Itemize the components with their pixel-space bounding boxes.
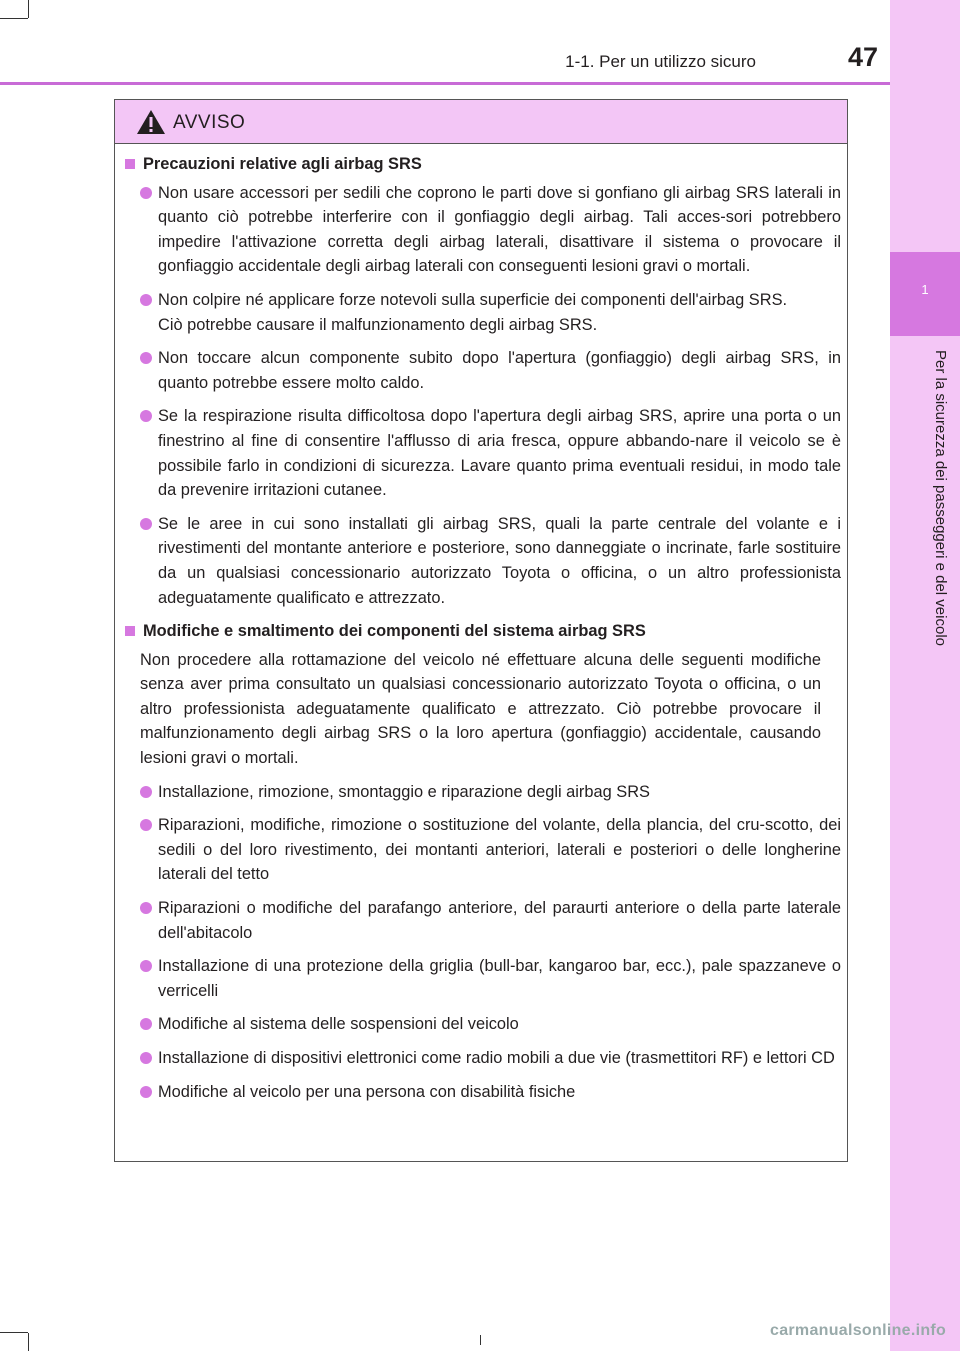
list-item — [125, 896, 841, 945]
section-heading — [125, 619, 841, 644]
list-item — [125, 181, 841, 279]
bullet-icon — [140, 518, 152, 530]
list-item-text: Riparazioni, modifiche, rimozione o sostituzione del volante, della plancia, del cru-scotto, dei sedili o del loro rivestimento, dei montanti anteriori, laterali e posteriori o delle longherine laterali del tetto — [158, 816, 841, 884]
list-item-text: Se la respirazione risulta difficoltosa dopo l'apertura degli airbag SRS, aprire una porta o un finestrino al fine di consentire l'afflusso di aria fresca, oppure abbando-nare il veicolo se è possibile farlo in condizioni di sicurezza. Lavare quanto prima eventuali residui, in modo tale da prevenire irritazioni cutanee. — [158, 407, 841, 500]
watermark: carmanualsonline.info — [770, 1322, 947, 1339]
bullet-icon — [140, 786, 152, 798]
list-item — [125, 512, 841, 610]
page-number: 47 — [848, 42, 879, 72]
list-item-text: Modifiche al veicolo per una persona con disabilità fisiche — [158, 1082, 576, 1101]
warning-triangle-icon — [136, 109, 166, 135]
crop-mark — [28, 1333, 29, 1351]
crop-mark — [28, 0, 29, 18]
section-heading — [125, 152, 841, 177]
section-intro: Non procedere alla rottamazione del veicolo né effettuare alcuna delle seguenti modifiche senza aver prima consultato un qualsiasi concessionario autorizzato Toyota o officina, o un altro professionista adeguatamente qualificato e attrezzato. Ciò potrebbe provocare il malfunzionamento degli airbag SRS o la loro apertura (gonfiaggio) accidentale, causando lesioni gravi o mortali. — [140, 650, 821, 768]
list-item-text: Non toccare alcun componente subito dopo l'apertura (gonfiaggio) degli airbag SRS, in quanto potrebbe essere molto caldo. — [158, 349, 841, 392]
bullet-icon — [140, 1052, 152, 1064]
list-item — [125, 1012, 841, 1037]
chapter-label: Per la sicurezza dei passeggeri e del veicolo — [932, 350, 949, 646]
side-bar — [890, 0, 960, 1351]
section-heading-text: Modifiche e smaltimento dei componenti del sistema airbag SRS — [143, 622, 646, 641]
warning-title: AVVISO — [173, 112, 246, 133]
list-item — [125, 346, 841, 395]
list-item — [125, 288, 841, 337]
square-bullet-icon — [125, 159, 135, 169]
bullet-icon — [140, 902, 152, 914]
bullet-icon — [140, 960, 152, 972]
list-item — [125, 780, 841, 805]
list-item — [125, 1046, 841, 1071]
list-item-text: Riparazioni o modifiche del parafango anteriore, del paraurti anteriore o della parte laterale dell'abitacolo — [158, 899, 841, 942]
square-bullet-icon — [125, 626, 135, 636]
section-title: 1-1. Per un utilizzo sicuro — [565, 52, 756, 71]
list-item — [125, 404, 841, 502]
chapter-number: 1 — [921, 282, 929, 297]
warning-box — [114, 99, 848, 1162]
bullet-icon — [140, 187, 152, 199]
list-item-text: Modifiche al sistema delle sospensioni del veicolo — [158, 1015, 519, 1034]
bullet-icon — [140, 410, 152, 422]
crop-mark — [480, 1335, 481, 1345]
list-item — [125, 1080, 841, 1105]
list-item-text: Non usare accessori per sedili che coprono le parti dove si gonfiano gli airbag SRS laterali in quanto ciò potrebbe interferire con il gonfiaggio degli airbag. Tali acces-sori potrebbero impedire l'attivazione corretta degli airbag laterali, disattivare il sistema o provocare il gonfiaggio accidentale degli airbag laterali con conseguenti lesioni gravi o mortali. — [158, 183, 841, 276]
bullet-icon — [140, 1086, 152, 1098]
crop-mark — [0, 1332, 28, 1333]
list-item — [125, 954, 841, 1003]
bullet-icon — [140, 352, 152, 364]
warning-body — [125, 152, 841, 1113]
list-item-text: Installazione di una protezione della griglia (bull-bar, kangaroo bar, ecc.), pale spazzaneve o verricelli — [158, 957, 841, 1000]
list-item-text: Non colpire né applicare forze notevoli sulla superficie dei componenti dell'airbag SRS. Ciò potrebbe causare il malfunzionamento degli airbag SRS. — [158, 290, 788, 334]
list-item-text: Installazione, rimozione, smontaggio e riparazione degli airbag SRS — [158, 782, 650, 801]
crop-mark — [0, 18, 28, 19]
header-rule — [0, 82, 890, 85]
warning-header — [115, 100, 847, 144]
chapter-tab — [890, 252, 960, 336]
list-item-text: Installazione di dispositivi elettronici come radio mobili a due vie (trasmettitori RF) e lettori CD — [158, 1049, 835, 1067]
list-item-text: Se le aree in cui sono installati gli airbag SRS, quali la parte centrale del volante e i rivestimenti del montante anteriore e posteriore, sono danneggiate o incrinate, farle sostituire da un qualsiasi concessionario autorizzato Toyota o officina, o un altro professionista adeguatamente qualificato e attrezzato. — [158, 514, 841, 607]
section-heading-text: Precauzioni relative agli airbag SRS — [143, 155, 422, 173]
bullet-icon — [140, 294, 152, 306]
list-item — [125, 813, 841, 887]
bullet-icon — [140, 819, 152, 831]
bullet-icon — [140, 1018, 152, 1030]
